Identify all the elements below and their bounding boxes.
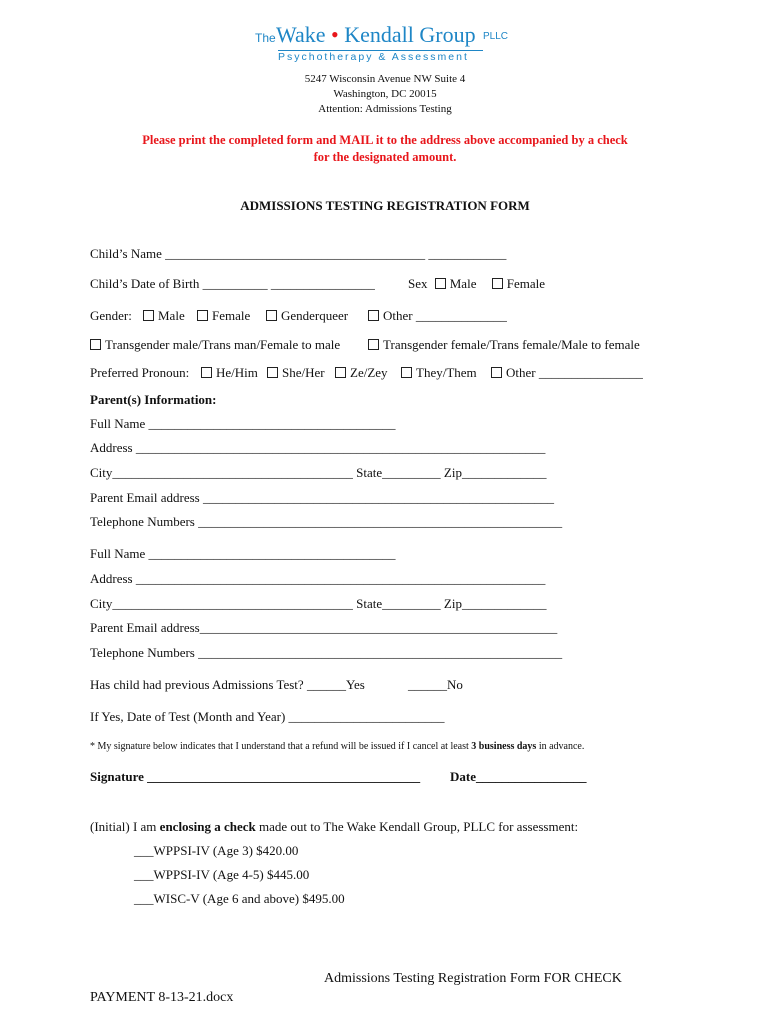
gender-other-label[interactable]: Other ______________: [383, 308, 507, 323]
company-logo: [255, 20, 520, 70]
child-name-field[interactable]: Child’s Name ________________________________________ ____________: [90, 246, 507, 261]
logo-wake: Wake: [276, 22, 326, 47]
gender-male-label: Male: [158, 308, 185, 323]
child-dob-field[interactable]: Child’s Date of Birth __________ ________________: [90, 276, 375, 291]
parents-heading: Parent(s) Information:: [90, 392, 217, 407]
pronoun-theythem-label: They/Them: [416, 365, 477, 380]
gender-female-checkbox[interactable]: [197, 310, 208, 321]
logo-dot: •: [331, 22, 339, 47]
pronoun-sheher-option: [267, 365, 325, 381]
enclosing-text-end: made out to The Wake Kendall Group, PLLC for assessment:: [255, 819, 579, 834]
pronoun-theythem-option: [401, 365, 477, 381]
sex-male-checkbox[interactable]: [435, 278, 446, 289]
pronoun-zezey-option: [335, 365, 388, 381]
pronoun-sheher-checkbox[interactable]: [267, 367, 278, 378]
gender-female-option: [197, 308, 250, 324]
refund-notice-text: * My signature below indicates that I understand that a refund will be issued if I cancel at least: [90, 741, 472, 752]
gender-genderqueer-checkbox[interactable]: [266, 310, 277, 321]
address-line-1: 5247 Wisconsin Avenue NW Suite 4: [304, 73, 466, 85]
logo-tagline: Psychotherapy & Assessment: [278, 51, 469, 63]
option-wppsi-age4-5[interactable]: ___WPPSI-IV (Age 4-5) $445.00: [134, 867, 310, 882]
logo-kendall: Kendall Group: [344, 22, 476, 47]
refund-notice-end: in advance.: [536, 741, 585, 752]
trans-male-label: Transgender male/Trans man/Female to male: [105, 337, 341, 352]
gender-genderqueer-option: [266, 308, 348, 324]
pronoun-sheher-label: She/Her: [282, 365, 325, 380]
parent2-phone-field[interactable]: Telephone Numbers ________________________________________________________: [90, 645, 563, 660]
trans-male-option: [90, 337, 340, 353]
parent1-phone-field[interactable]: Telephone Numbers ________________________________________________________: [90, 514, 563, 529]
pronoun-hehim-option: [201, 365, 258, 381]
enclosing-check-statement: [90, 819, 578, 835]
pronoun-hehim-label: He/Him: [216, 365, 258, 380]
enclosing-text: (Initial) I am: [90, 819, 160, 834]
option-wisc-age6[interactable]: ___WISC-V (Age 6 and above) $495.00: [134, 891, 345, 906]
gender-male-option: [143, 308, 185, 324]
signature-date-field[interactable]: Date_________________: [450, 769, 587, 784]
parent1-email-field[interactable]: Parent Email address ______________________________________________________: [90, 490, 554, 505]
trans-male-checkbox[interactable]: [90, 339, 101, 350]
pronoun-other-checkbox[interactable]: [491, 367, 502, 378]
refund-notice-bold: 3 business days: [471, 741, 537, 752]
address-line-3: Attention: Admissions Testing: [318, 103, 452, 115]
gender-label: Gender:: [90, 308, 132, 323]
footer-title: Admissions Testing Registration Form FOR CHECK: [324, 971, 622, 986]
option-wppsi-age3[interactable]: ___WPPSI-IV (Age 3) $420.00: [134, 843, 299, 858]
previous-test-no-field[interactable]: ______No: [408, 677, 463, 692]
parent2-address-field[interactable]: Address _______________________________________________________________: [90, 571, 546, 586]
logo-pllc: PLLC: [483, 31, 509, 42]
previous-test-yes-field[interactable]: Has child had previous Admissions Test? ______Yes: [90, 677, 365, 692]
signature-field[interactable]: Signature __________________________________________: [90, 769, 421, 784]
gender-female-label: Female: [212, 308, 251, 323]
mail-notice-line-2: for the designated amount.: [313, 150, 457, 164]
footer-filename: PAYMENT 8-13-21.docx: [90, 990, 234, 1005]
trans-female-checkbox[interactable]: [368, 339, 379, 350]
sex-label: Sex: [408, 276, 428, 291]
test-date-field[interactable]: If Yes, Date of Test (Month and Year) ________________________: [90, 709, 445, 724]
gender-male-checkbox[interactable]: [143, 310, 154, 321]
gender-other-option: [368, 308, 507, 324]
logo-name: [276, 22, 476, 48]
refund-notice: [90, 741, 584, 752]
mail-notice-line-1: Please print the completed form and MAIL it to the address above accompanied by a check: [142, 133, 628, 147]
pronoun-label: Preferred Pronoun:: [90, 365, 190, 380]
gender-genderqueer-label: Genderqueer: [281, 308, 349, 323]
parent2-email-field[interactable]: Parent Email address_______________________________________________________: [90, 620, 558, 635]
pronoun-theythem-checkbox[interactable]: [401, 367, 412, 378]
parent1-city-field[interactable]: City_____________________________________ State_________ Zip_____________: [90, 465, 547, 480]
address-line-2: Washington, DC 20015: [333, 88, 437, 100]
pronoun-other-label[interactable]: Other ________________: [506, 365, 643, 380]
logo-the: The: [255, 31, 276, 45]
trans-female-option: [368, 337, 640, 353]
sex-female-checkbox[interactable]: [492, 278, 503, 289]
form-title: ADMISSIONS TESTING REGISTRATION FORM: [240, 198, 530, 213]
sex-male-label: Male: [449, 276, 477, 291]
parent1-fullname-field[interactable]: Full Name ______________________________________: [90, 416, 396, 431]
pronoun-other-option: [491, 365, 643, 381]
enclosing-bold: enclosing a check: [159, 819, 256, 834]
parent2-city-field[interactable]: City_____________________________________ State_________ Zip_____________: [90, 596, 547, 611]
pronoun-zezey-checkbox[interactable]: [335, 367, 346, 378]
parent1-address-field[interactable]: Address _______________________________________________________________: [90, 440, 546, 455]
parent2-fullname-field[interactable]: Full Name ______________________________________: [90, 546, 396, 561]
sex-row: [408, 276, 545, 292]
trans-female-label: Transgender female/Trans female/Male to female: [383, 337, 640, 352]
gender-other-checkbox[interactable]: [368, 310, 379, 321]
pronoun-hehim-checkbox[interactable]: [201, 367, 212, 378]
pronoun-zezey-label: Ze/Zey: [350, 365, 388, 380]
sex-female-label: Female: [506, 276, 545, 291]
